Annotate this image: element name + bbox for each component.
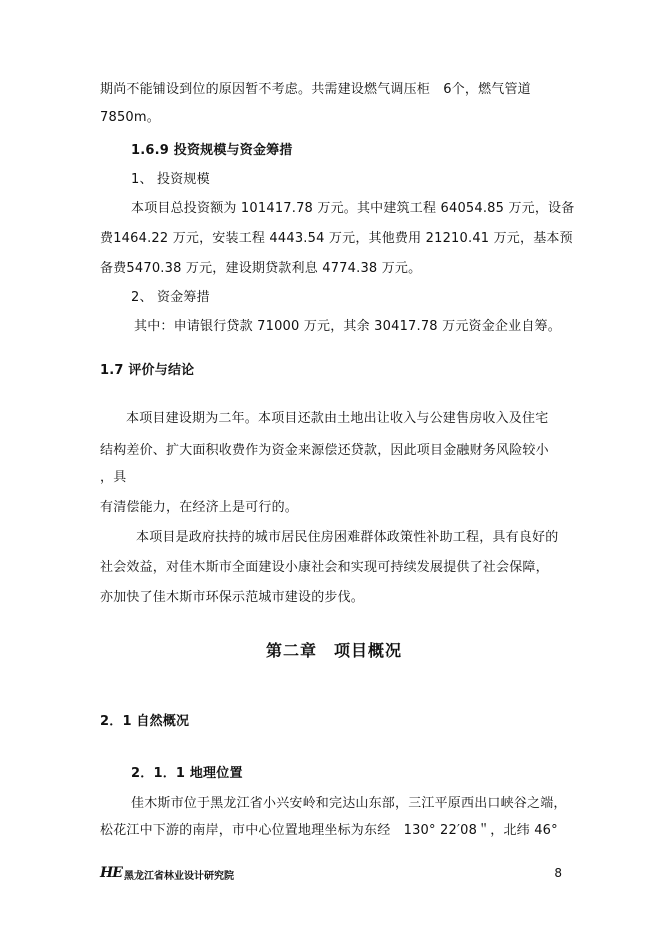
page-number: 8 [554, 866, 562, 880]
subsection-label: 1、 投资规模 [131, 172, 210, 187]
text-line: 其中：申请银行贷款 71000 万元，其余 30417.78 万元资金企业自筹。 [134, 319, 561, 334]
institute-name: 黑龙江省林业设计研究院 [124, 871, 234, 882]
text-line: 备费5470.38 万元，建设期贷款利息 4774.38 万元。 [100, 261, 422, 276]
text-line: 费1464.22 万元，安装工程 4443.54 万元，其他费用 21210.41 万元，基本预 [100, 231, 573, 246]
text-line: 本项目建设期为二年。本项目还款由土地出让收入与公建售房收入及住宅 [126, 411, 549, 426]
section-heading: 2．1 自然概况 [100, 714, 190, 729]
page-footer [100, 865, 562, 883]
text-line: 7850m。 [100, 110, 160, 125]
section-heading: 1.7 评价与结论 [100, 363, 195, 378]
text-line: ，具 [100, 470, 127, 485]
text-line: 期尚不能铺设到位的原因暂不考虑。共需建设燃气调压柜 6个，燃气管道 [100, 82, 531, 97]
section-heading: 1.6.9 投资规模与资金筹措 [131, 143, 293, 158]
text-line: 本项目总投资额为 101417.78 万元。其中建筑工程 64054.85 万元，设备 [131, 201, 575, 216]
text-line: 松花江中下游的南岸，市中心位置地理坐标为东经 130° 22′08＂，北纬 46° [100, 823, 558, 838]
text-line: 佳木斯市位于黑龙江省小兴安岭和完达山东部，三江平原西出口峡谷之端， [131, 796, 567, 811]
text-line: 有清偿能力，在经济上是可行的。 [100, 500, 299, 515]
text-line: 社会效益，对佳木斯市全面建设小康社会和实现可持续发展提供了社会保障， [100, 560, 549, 575]
subsection-label: 2、 资金筹措 [131, 290, 210, 305]
chapter-title: 第二章 项目概况 [266, 641, 403, 660]
section-heading: 2．1．1 地理位置 [131, 766, 243, 781]
text-line: 亦加快了佳木斯市环保示范城市建设的步伐。 [100, 590, 365, 605]
institute-logo-icon: HE [100, 865, 122, 881]
text-line: 本项目是政府扶持的城市居民住房困难群体政策性补助工程，具有良好的 [136, 530, 559, 545]
text-line: 结构差价、扩大面积收费作为资金来源偿还贷款，因此项目金融财务风险较小 [100, 443, 549, 458]
